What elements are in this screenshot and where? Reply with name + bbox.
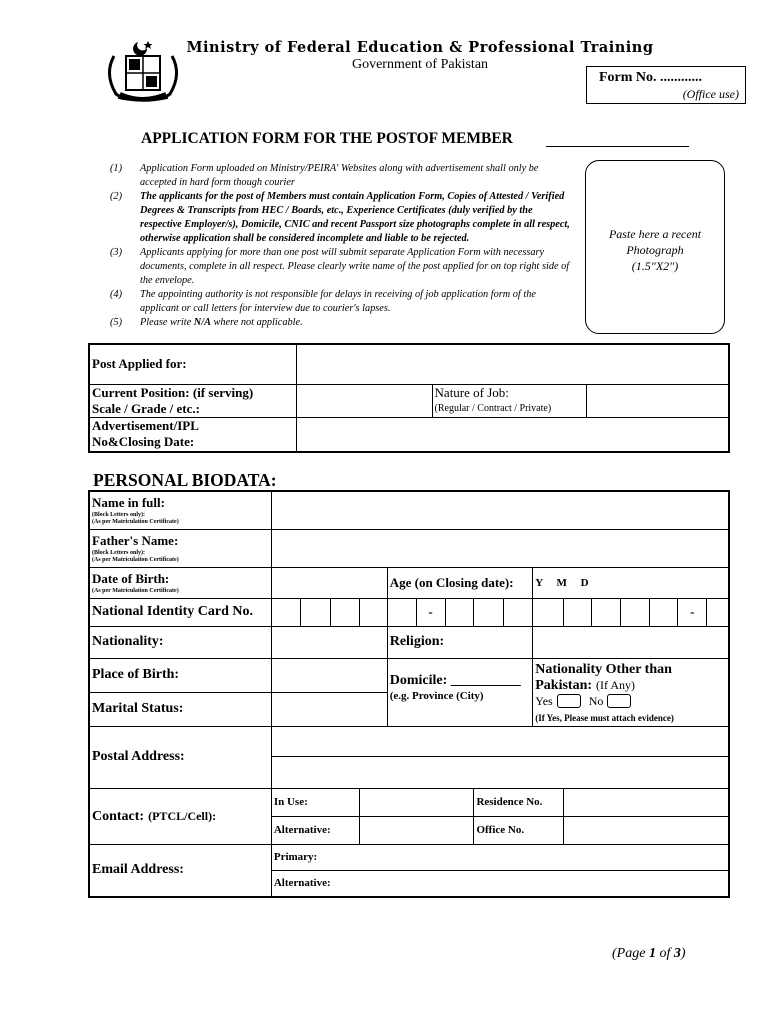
form-no-box [586,66,746,104]
religion-label: Religion: [387,626,533,658]
nic-dash: - [416,598,445,626]
postal-address-field[interactable] [271,726,729,756]
name-field[interactable] [271,491,729,529]
government-name: Government of Pakistan [351,57,489,72]
nic-digit[interactable] [301,598,330,626]
nic-digit[interactable] [649,598,678,626]
advertisement-label: Advertisement/IPL No&Closing Date: [89,417,297,452]
residence-field[interactable] [563,788,729,816]
postal-address-label: Postal Address: [89,726,271,788]
in-use-label: In Use: [271,788,359,816]
name-label: Name in full: (Block Letters only): (As per Matriculation Certificate) [89,491,271,529]
other-nationality-cell: Nationality Other than Pakistan: (If Any) Yes No (If Yes, Please must attach evidence) [533,658,729,726]
marital-status-label: Marital Status: [89,692,271,726]
nic-digit[interactable] [620,598,649,626]
photo-line: (1.5"X2") [631,259,679,273]
nature-of-job-label: Nature of Job: (Regular / Contract / Private) [432,384,587,417]
nic-digit[interactable] [592,598,621,626]
nic-digit[interactable] [707,598,729,626]
instructions-list [110,162,576,330]
nic-digit[interactable] [360,598,388,626]
instruction-item: (5) Please write N/A where not applicable. [110,317,303,328]
current-position-label: Current Position: (if serving) Scale / Grade / etc.: [89,384,297,417]
post-table [88,343,730,453]
marital-status-field[interactable] [271,692,387,726]
nationality-label: Nationality: [89,626,271,658]
nic-label: National Identity Card No. [89,598,271,626]
nic-digit[interactable] [563,598,592,626]
religion-field[interactable] [533,626,729,658]
office-label: Office No. [474,816,563,844]
father-name-field[interactable] [271,529,729,567]
section-title: PERSONAL BIODATA: [93,470,277,490]
photo-placeholder[interactable] [585,160,725,334]
nic-digit[interactable] [445,598,474,626]
biodata-table [88,490,730,898]
instruction-item: (4) The appointing authority is not responsible for delays in receiving of job application form of the applicant or call letters for interview due to courier's lapses. [110,289,536,314]
contact-label: Contact: (PTCL/Cell): [89,788,271,844]
ministry-name: Ministry of Federal Education & Professional Training [186,39,654,56]
dob-field[interactable] [271,567,387,598]
email-alternative-field[interactable]: Alternative: [271,870,729,897]
office-field[interactable] [563,816,729,844]
form-title: APPLICATION FORM FOR THE POSTOF MEMBER [141,130,513,147]
email-label: Email Address: [89,844,271,897]
advertisement-field[interactable] [297,417,729,452]
form-no-note: (Office use) [682,87,739,101]
current-position-field[interactable] [297,384,432,417]
age-ymd-field[interactable]: Y M D [533,567,729,598]
residence-label: Residence No. [474,788,563,816]
place-of-birth-field[interactable] [271,658,387,692]
alternative-contact-field[interactable] [360,816,474,844]
nationality-field[interactable] [271,626,387,658]
place-of-birth-label: Place of Birth: [89,658,271,692]
instruction-item: (2) The applicants for the post of Members must contain Application Form, Copies of Attested / Verified Degrees & Transcripts from HEC / Boards, etc., Experience Certificates (duly verified by the respective Employer/s), Domicile, CNIC and recent Passport size photographs complete in all respect, otherwise application shall be considered incomplete and liable to be rejected. [110,191,570,244]
title-underline [546,146,689,147]
alternative-contact-label: Alternative: [271,816,359,844]
email-primary-field[interactable]: Primary: [271,844,729,870]
nic-digit[interactable] [533,598,563,626]
page-number: (Page 1 of 3) [612,946,686,961]
nic-digit[interactable] [387,598,416,626]
instruction-item: (3) Applicants applying for more than one post will submit separate Application Form with necessary documents, complete in all respect. Please clearly write name of the post applied for on top right side of the envelope. [110,247,570,286]
form-no-label: Form No. ............ [599,70,703,85]
nic-digit[interactable] [330,598,359,626]
domicile-cell[interactable]: Domicile: __________ (e.g. Province (City) [387,658,533,726]
nature-of-job-field[interactable] [587,384,729,417]
dob-label: Date of Birth: (As per Matriculation Certificate) [89,567,271,598]
photo-line: Photograph [626,243,684,257]
yes-checkbox[interactable] [557,694,581,708]
post-applied-field[interactable] [297,344,729,384]
age-label: Age (on Closing date): [387,567,533,598]
nic-dash: - [678,598,707,626]
father-name-label: Father's Name: (Block Letters only): (As per Matriculation Certificate) [89,529,271,567]
no-checkbox[interactable] [607,694,631,708]
photo-line: Paste here a recent [608,227,702,241]
in-use-field[interactable] [360,788,474,816]
post-applied-label: Post Applied for: [89,344,297,384]
nic-digit[interactable] [474,598,503,626]
nic-digit[interactable] [271,598,300,626]
postal-address-field[interactable] [271,756,729,788]
nic-digit[interactable] [503,598,532,626]
instruction-item: (1) Application Form uploaded on Ministry/PEIRA' Websites along with advertisement shall only be accepted in hard form though courier [110,163,539,188]
